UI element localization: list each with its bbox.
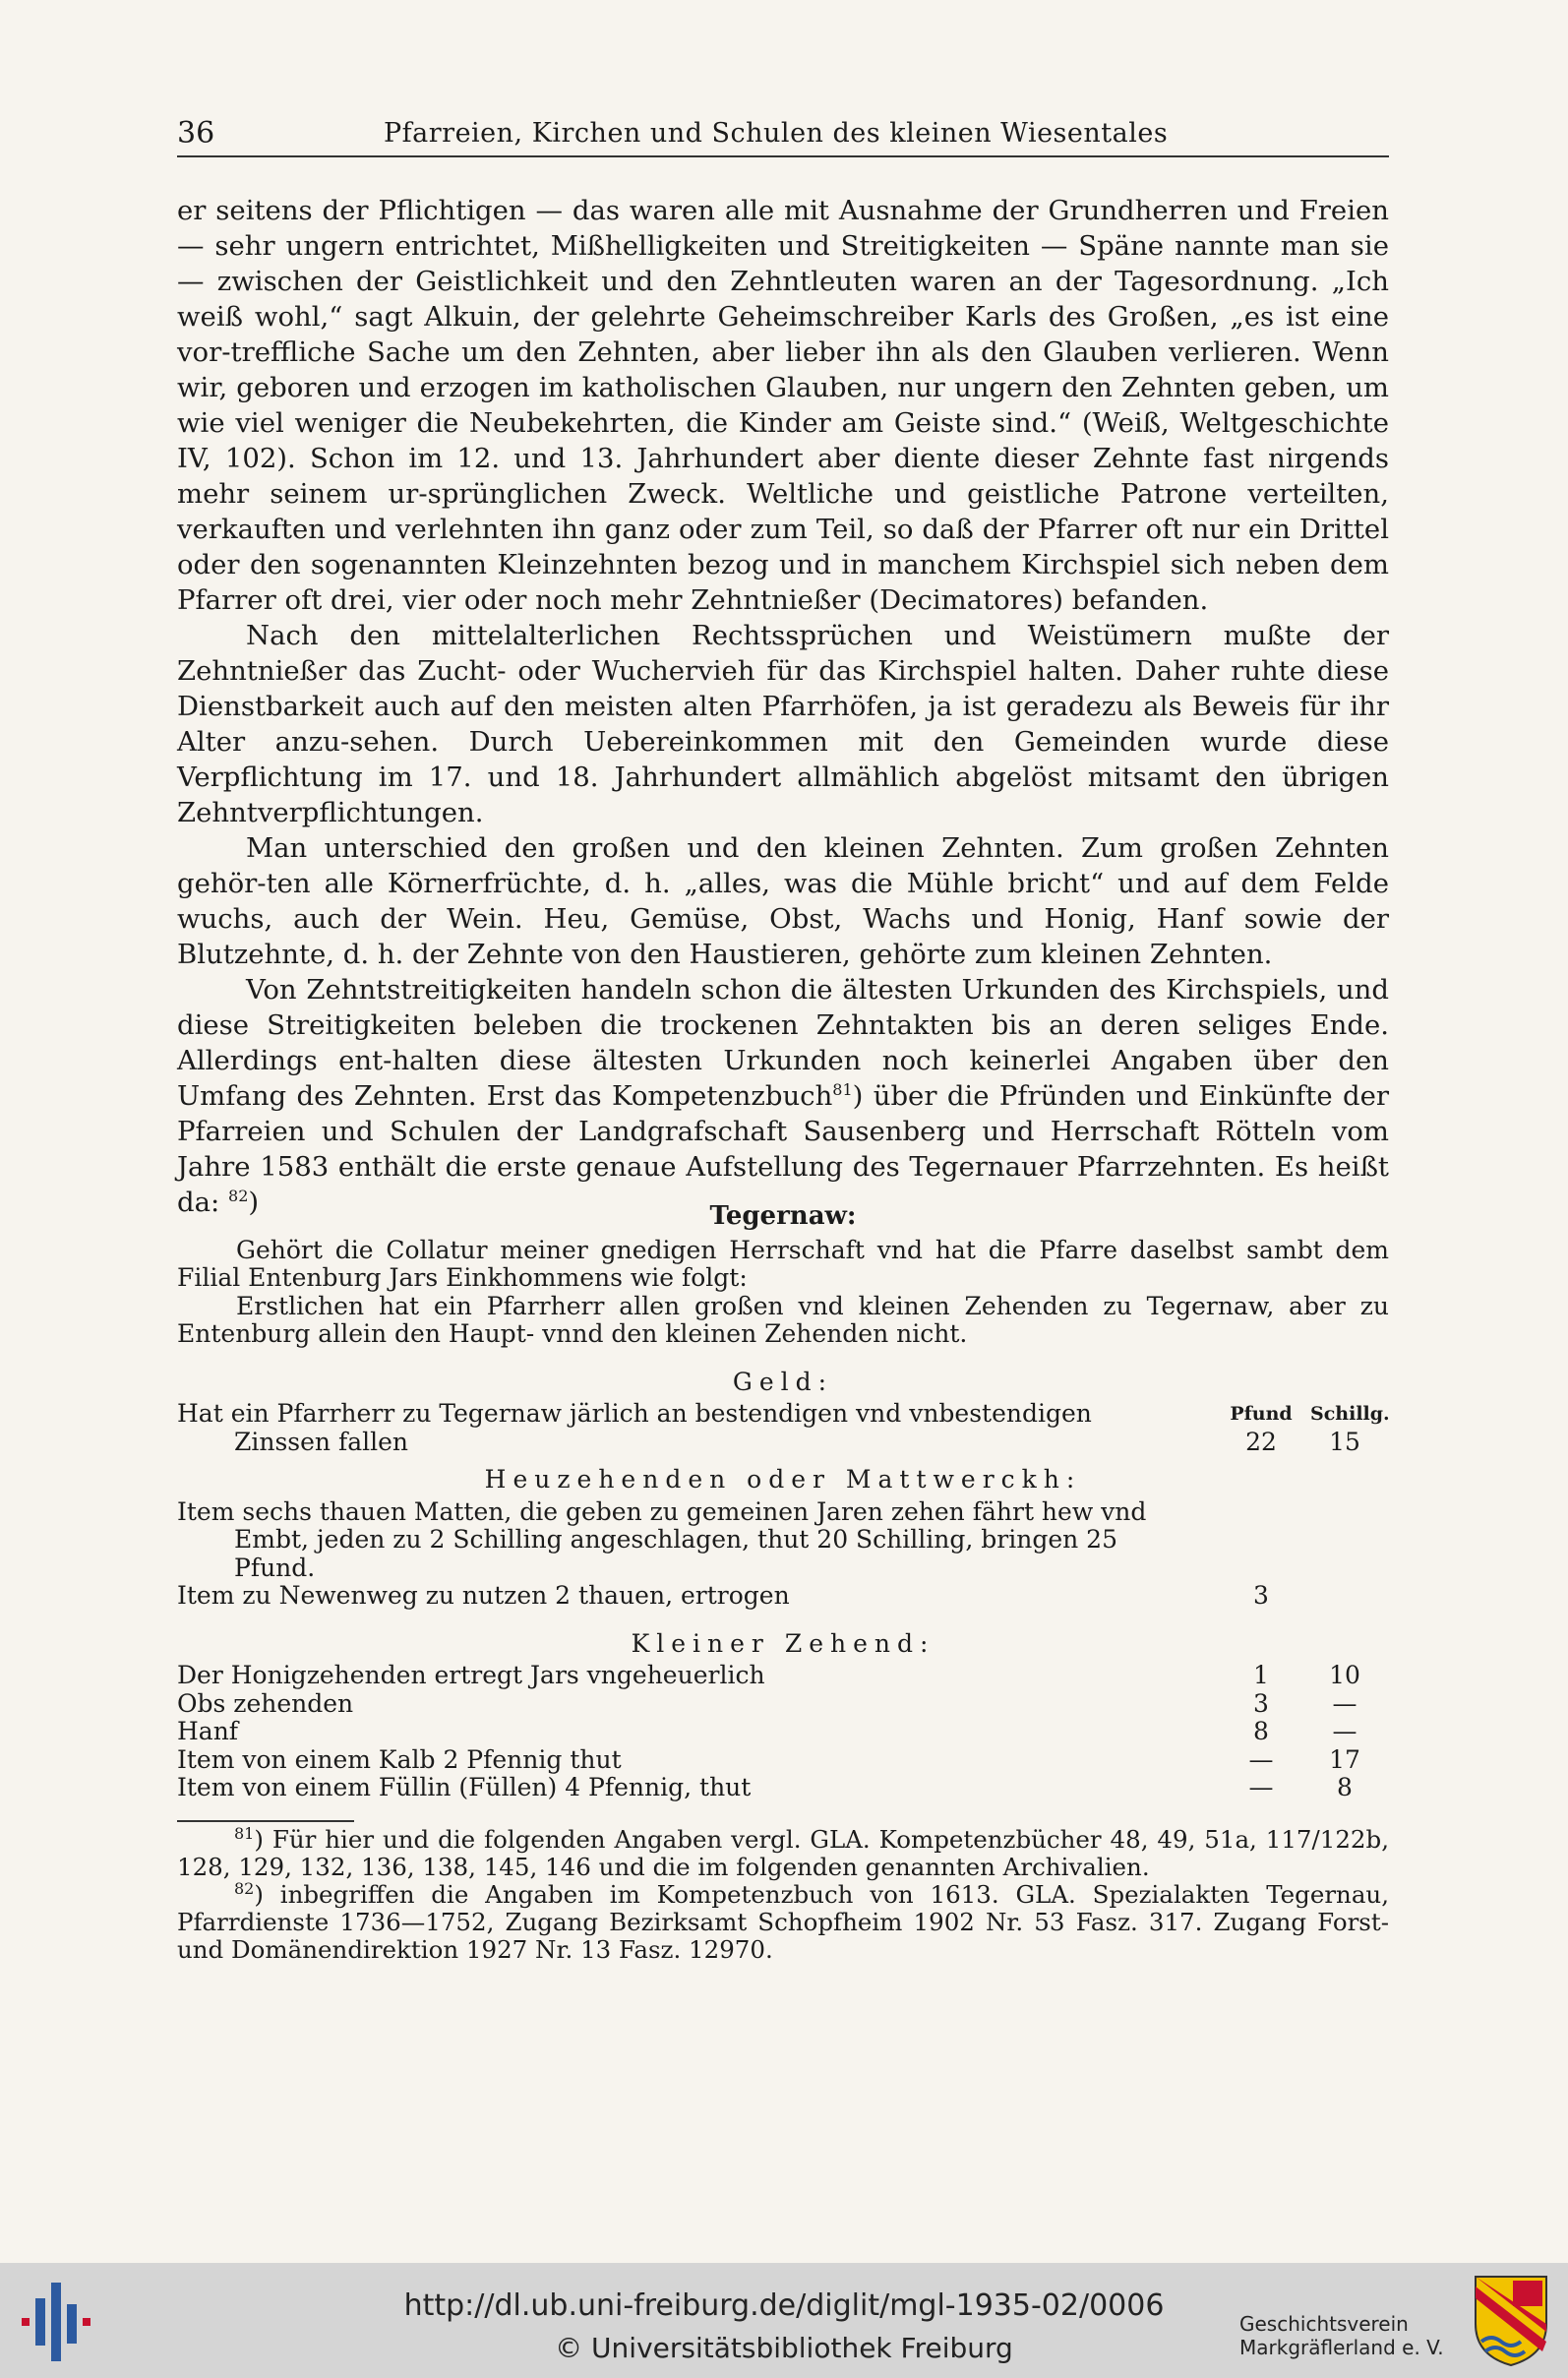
paragraph: Nach den mittelalterlichen Rechtssprüchen und Weistümern mußte der Zehntnießer das Zucht- oder Wuchervieh für das Kirchspiel halten. Daher ruhte diese Dienstbarkeit auch auf den meisten alten Pfarrhöfen, ja ist geradezu als Beweis für ihr Alter anzu-sehen. Durch Uebereinkommen mit den Gemeinden wurde diese Verpflichtung im 17. und 18. Jahrhundert allmählich abgelöst mitsamt den übrigen Zehntverpflichtungen. [177, 620, 1389, 828]
section-heading-geld: Geld: [732, 1367, 834, 1396]
society-name [1239, 2312, 1466, 2359]
geld-row [177, 1400, 1389, 1429]
schilling-value: 10 [1329, 1661, 1360, 1689]
footnote-text: ) Für hier und die folgenden Angaben vergl. GLA. Kompetenzbücher 48, 49, 51a, 117/122b, 128, 129, 132, 136, 138, 145, 146 und die im folgenden genannten Archivalien. [177, 1824, 1389, 1881]
section-heading-heuzehenden: Heuzehenden oder Mattwerckh: [484, 1465, 1082, 1494]
paragraph: Man unterschied den großen und den kleinen Zehnten. Zum großen Zehnten gehör-ten alle Körnerfrüchte, d. h. „alles, was die Mühle bricht“ und auf dem Felde wuchs, auch der Wein. Heu, Gemüse, Obst, Wachs und Honig, Hanf sowie der Blutzehnte, d. h. der Zehnte von den Haustieren, gehörte zum kleinen Zehnten. [177, 832, 1389, 970]
running-header [177, 110, 1389, 157]
pfund-value: 8 [1253, 1717, 1269, 1745]
column-header-schilling: Schillg. [1310, 1403, 1390, 1425]
schilling-value: 8 [1337, 1773, 1353, 1801]
document-title: Tegernaw: [709, 1201, 857, 1231]
column-header-pfund: Pfund [1230, 1403, 1293, 1425]
pfund-value: 3 [1253, 1688, 1269, 1718]
footnote-ref: 82 [228, 1186, 249, 1205]
pfund-value: — [1248, 1773, 1274, 1801]
klein-row [177, 1662, 1389, 1690]
klein-row [177, 1746, 1389, 1775]
quoted-document [177, 1202, 1389, 1964]
geld-row [177, 1429, 1389, 1457]
heu-row [177, 1582, 1389, 1611]
pfund-value: — [1248, 1744, 1274, 1774]
klein-label: Der Honigzehenden ertregt Jars vngeheuerlich [177, 1661, 765, 1689]
heu-item: Item zu Newenweg zu nutzen 2 thauen, ertrogen [177, 1581, 790, 1610]
schilling-value: — [1332, 1688, 1357, 1718]
footnote-text: ) inbegriffen die Angaben im Kompetenzbuch von 1613. GLA. Spezialakten Tegernau, Pfarrdienste 1736—1752, Zugang Bezirksamt Schopfheim 1902 Nr. 53 Fasz. 317. Zugang Forst- und Domänendirektion 1927 Nr. 13 Fasz. 12970. [177, 1879, 1389, 1964]
body-text [177, 193, 1389, 1220]
pfund-value: 22 [1245, 1427, 1277, 1456]
geld-line: Zinssen fallen [234, 1427, 409, 1456]
society-line: Markgräflerland e. V. [1239, 2336, 1444, 2359]
footnotes [177, 1823, 1389, 1964]
paragraph-text: ) [248, 1187, 260, 1218]
paragraph: er seitens der Pflichtigen — das waren alle mit Ausnahme der Grundherren und Freien — sehr ungern entrichtet, Mißhelligkeiten und Streitigkeiten — Späne nannte man sie — zwischen der Geistlichkeit und den Zehntleuten waren an der Tagesordnung. „Ich weiß wohl,“ sagt Alkuin, der gelehrte Geheimschreiber Karls des Großen, „es ist eine vor-treffliche Sache um den Zehnten, aber lieber ihn als den Glauben verlieren. Wenn wir, geboren und erzogen im katholischen Glauben, nur ungern den Zehnten geben, um wie viel weniger die Neubekehrten, die Kinder am Geiste sind.“ (Weiß, Weltgeschichte IV, 102). Schon im 12. und 13. Jahrhundert aber diente dieser Zehnte fast nirgends mehr seinem ur-sprünglichen Zweck. Weltliche und geistliche Patrone verteilten, verkauften und verlehnten ihn ganz oder zum Teil, so daß der Pfarrer oft nur ein Drittel oder den sogenannten Kleinzehnten bezog und in manchem Kirchspiel sich neben dem Pfarrer oft drei, vier oder noch mehr Zehntnießer (Decimatores) befanden. [177, 195, 1389, 616]
klein-label: Hanf [177, 1717, 239, 1745]
schilling-value: 17 [1329, 1744, 1360, 1774]
document-intro: Erstlichen hat ein Pfarrherr allen großen vnd kleinen Zehenden zu Tegernaw, aber zu Entenburg allein den Haupt- vnnd den kleinen Zehenden nicht. [177, 1291, 1389, 1348]
footnote [177, 1823, 1389, 1881]
klein-row [177, 1774, 1389, 1802]
schilling-value: 15 [1329, 1427, 1360, 1456]
coat-of-arms-icon [1472, 2273, 1550, 2367]
paragraph-text: Von Zehntstreitigkeiten handeln schon die ältesten Urkunden des Kirchspiels, und diese Streitigkeiten beleben die trockenen Zehntakten bis an deren seliges Ende. Allerdings ent-halten diese ältesten Urkunden noch keinerlei Angaben über den Umfang des Zehnten. Erst das Kompetenzbuch [177, 974, 1389, 1112]
klein-label: Item von einem Füllin (Füllen) 4 Pfennig, thut [177, 1773, 752, 1801]
footnote-separator [177, 1820, 354, 1822]
footnote-mark: 81 [234, 1823, 255, 1843]
paragraph [177, 972, 1389, 1220]
footnote [177, 1878, 1389, 1964]
footnote-mark: 82 [234, 1878, 255, 1898]
footnote-ref: 81 [832, 1079, 853, 1099]
permalink-url[interactable]: http://dl.ub.uni-freiburg.de/diglit/mgl-1935-02/0006 [403, 2288, 1165, 2323]
section-heading-kleiner-zehend: Kleiner Zehend: [631, 1628, 935, 1658]
paragraph-text: ) über die Pfründen und Einkünfte der Pfarreien und Schulen der Landgrafschaft Sausenberg und Herrschaft Rötteln vom Jahre 1583 enthält die erste genaue Aufstellung des Tegernauer Pfarrzehnten. Es heißt da: [177, 1080, 1389, 1218]
klein-label: Obs zehenden [177, 1688, 354, 1718]
running-title: Pfarreien, Kirchen und Schulen des kleinen Wiesentales [384, 118, 1169, 149]
document-intro: Gehört die Collatur meiner gnedigen Herrschaft vnd hat die Pfarre daselbst sambt dem Filial Entenburg Jars Einkhommens wie folgt: [177, 1235, 1389, 1292]
klein-row [177, 1690, 1389, 1719]
heu-row [177, 1498, 1389, 1583]
schilling-value: — [1332, 1717, 1357, 1745]
pfund-value: 3 [1253, 1581, 1269, 1610]
pfund-value: 1 [1253, 1661, 1269, 1689]
klein-row [177, 1718, 1389, 1746]
klein-label: Item von einem Kalb 2 Pfennig thut [177, 1744, 622, 1774]
page-number: 36 [177, 116, 215, 151]
heu-item: Item sechs thauen Matten, die geben zu gemeinen Jaren zehen fährt hew vnd Embt, jeden zu 2 Schilling angeschlagen, thut 20 Schilling, bringen 25 Pfund. [177, 1496, 1147, 1582]
society-line: Geschichtsverein [1239, 2312, 1409, 2336]
geld-line: Hat ein Pfarrherr zu Tegernaw järlich an bestendigen vnd vnbestendigen [177, 1399, 1092, 1428]
library-footer [0, 2263, 1568, 2378]
copyright-notice: © Universitätsbibliothek Freiburg [555, 2332, 1013, 2364]
